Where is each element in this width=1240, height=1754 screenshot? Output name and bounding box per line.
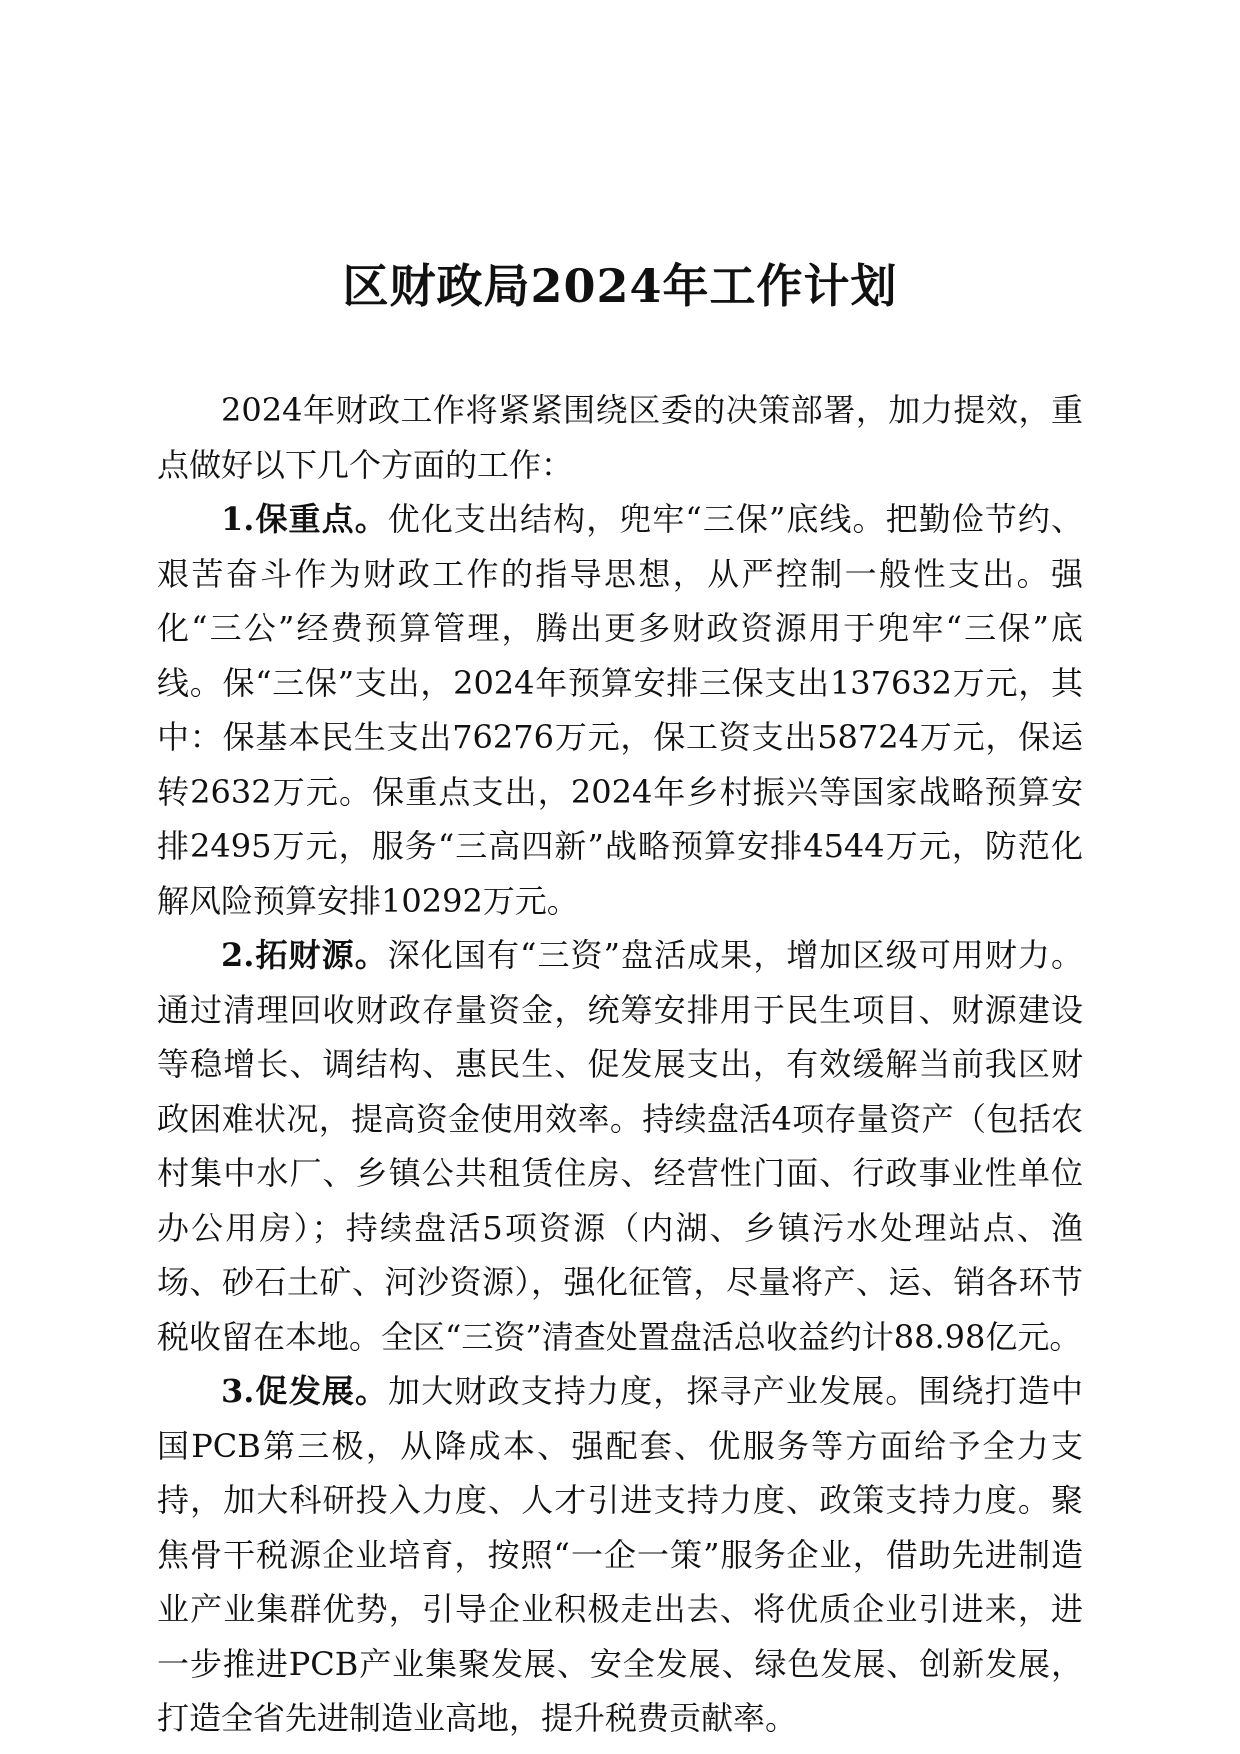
section-text-1: 优化支出结构，兜牢“三保”底线。把勤俭节约、艰苦奋斗作为财政工作的指导思想，从严控制一般性支出。强化“三公”经费预算管理，腾出更多财政资源用于兜牢“三保”底线。保“三保”支出，2024年预算安排三保支出137632万元，其中：保基本民生支出76276万元，保工资支出58724万元，保运转2632万元。保重点支出，2024年乡村振兴等国家战略预算安排2495万元，服务“三高四新”战略预算安排4544万元，防范化解风险预算安排10292万元。 [157,500,1083,920]
section-heading-2: 2.拓财源。 [221,936,388,974]
section-text-2: 深化国有“三资”盘活成果，增加区级可用财力。通过清理回收财政存量资金，统筹安排用于民生项目、财源建设等稳增长、调结构、惠民生、促发展支出，有效缓解当前我区财政困难状况，提高资金使用效率。持续盘活4项存量资产（包括农村集中水厂、乡镇公共租赁住房、经营性门面、行政事业性单位办公用房）；持续盘活5项资源（内湖、乡镇污水处理站点、渔场、砂石土矿、河沙资源），强化征管，尽量将产、运、销各环节税收留在本地。全区“三资”清查处置盘活总收益约计88.98亿元。 [157,936,1083,1356]
section-paragraph-3 [157,1364,1083,1746]
intro-paragraph: 2024年财政工作将紧紧围绕区委的决策部署，加力提效，重点做好以下几个方面的工作： [157,391,1083,484]
section-paragraph-2 [157,928,1083,1364]
document-title: 区财政局2024年工作计划 [342,259,898,313]
section-heading-3: 3.促发展。 [221,1372,389,1410]
section-text-3: 加大财政支持力度，探寻产业发展。围绕打造中国PCB第三极，从降成本、强配套、优服务等方面给予全力支持，加大科研投入力度、人才引进支持力度、政策支持力度。聚焦骨干税源企业培育，按照“一企一策”服务企业，借助先进制造业产业集群优势，引导企业积极走出去、将优质企业引进来，进一步推进PCB产业集聚发展、安全发展、绿色发展、创新发展，打造全省先进制造业高地，提升税费贡献率。 [157,1372,1083,1737]
section-heading-1: 1.保重点。 [221,500,388,538]
document-body [157,383,1083,1746]
section-paragraph-1 [157,492,1083,928]
